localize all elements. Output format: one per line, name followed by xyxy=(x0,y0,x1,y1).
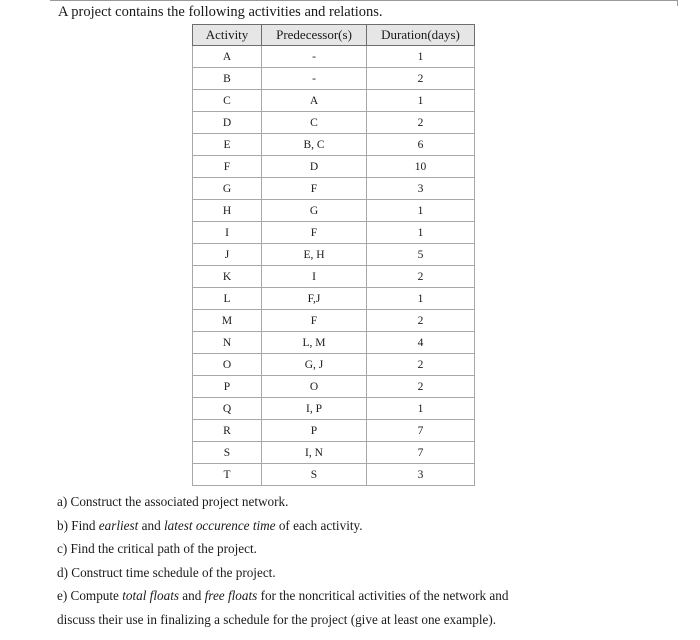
header-predecessors: Predecessor(s) xyxy=(262,25,367,46)
cell-predecessors: G xyxy=(262,200,367,222)
table-body xyxy=(193,46,475,486)
cell-duration: 6 xyxy=(367,134,475,156)
cell-activity: K xyxy=(193,266,262,288)
cell-predecessors: I, N xyxy=(262,442,367,464)
table-row xyxy=(193,112,475,134)
cell-predecessors: F xyxy=(262,222,367,244)
question-e-continued: discuss their use in finalizing a schedule for the project (give at least one example). xyxy=(57,611,497,627)
cell-activity: H xyxy=(193,200,262,222)
table-row xyxy=(193,68,475,90)
cell-predecessors: F xyxy=(262,310,367,332)
question-e-text: and xyxy=(179,588,205,603)
right-border-tick xyxy=(677,0,678,6)
cell-duration: 2 xyxy=(367,310,475,332)
cell-predecessors: F,J xyxy=(262,288,367,310)
table-row xyxy=(193,310,475,332)
table-row xyxy=(193,288,475,310)
cell-activity: D xyxy=(193,112,262,134)
table-row xyxy=(193,90,475,112)
cell-duration: 1 xyxy=(367,200,475,222)
cell-duration: 1 xyxy=(367,222,475,244)
question-e-text: for the noncritical activities of the network and xyxy=(257,588,509,603)
cell-activity: N xyxy=(193,332,262,354)
cell-duration: 10 xyxy=(367,156,475,178)
table-row xyxy=(193,134,475,156)
cell-duration: 7 xyxy=(367,442,475,464)
cell-predecessors: P xyxy=(262,420,367,442)
cell-duration: 1 xyxy=(367,288,475,310)
cell-activity: F xyxy=(193,156,262,178)
table-row xyxy=(193,398,475,420)
cell-predecessors: L, M xyxy=(262,332,367,354)
question-e xyxy=(57,584,677,608)
cell-predecessors: F xyxy=(262,178,367,200)
table-row xyxy=(193,332,475,354)
cell-activity: L xyxy=(193,288,262,310)
table-row xyxy=(193,376,475,398)
cell-duration: 1 xyxy=(367,398,475,420)
cell-duration: 7 xyxy=(367,420,475,442)
cell-predecessors: C xyxy=(262,112,367,134)
table-row xyxy=(193,178,475,200)
question-b-emphasis-earliest: earliest xyxy=(98,517,139,533)
cell-activity: M xyxy=(193,310,262,332)
question-e-text: e) Compute xyxy=(57,588,123,603)
table-row xyxy=(193,420,475,442)
cell-duration: 2 xyxy=(367,376,475,398)
question-e-emphasis-free-floats: free floats xyxy=(204,588,258,603)
cell-activity: E xyxy=(193,134,262,156)
cell-predecessors: - xyxy=(262,68,367,90)
cell-duration: 2 xyxy=(367,266,475,288)
question-b-emphasis-latest: latest occurence time xyxy=(163,517,276,533)
question-a: a) Construct the associated project network. xyxy=(57,494,289,509)
cell-activity: O xyxy=(193,354,262,376)
cell-duration: 2 xyxy=(367,112,475,134)
cell-predecessors: B, C xyxy=(262,134,367,156)
question-b-text: and xyxy=(138,517,164,533)
cell-predecessors: A xyxy=(262,90,367,112)
cell-activity: B xyxy=(193,68,262,90)
table-row xyxy=(193,354,475,376)
cell-activity: Q xyxy=(193,398,262,420)
question-d: d) Construct time schedule of the project. xyxy=(57,564,276,580)
cell-activity: S xyxy=(193,442,262,464)
cell-activity: J xyxy=(193,244,262,266)
table-row xyxy=(193,200,475,222)
table-row xyxy=(193,156,475,178)
cell-predecessors: S xyxy=(262,464,367,486)
cell-duration: 4 xyxy=(367,332,475,354)
cell-predecessors: - xyxy=(262,46,367,68)
cell-activity: G xyxy=(193,178,262,200)
cell-predecessors: I, P xyxy=(262,398,367,420)
cell-activity: R xyxy=(193,420,262,442)
activity-table xyxy=(192,24,475,486)
cell-activity: I xyxy=(193,222,262,244)
cell-duration: 3 xyxy=(367,464,475,486)
table-row xyxy=(193,222,475,244)
table-header-row xyxy=(193,25,475,46)
table-row xyxy=(193,46,475,68)
question-list xyxy=(57,490,677,631)
table-row xyxy=(193,442,475,464)
cell-activity: A xyxy=(193,46,262,68)
question-b-text: b) Find xyxy=(57,517,99,533)
question-b xyxy=(57,514,677,538)
cell-duration: 2 xyxy=(367,354,475,376)
cell-duration: 2 xyxy=(367,68,475,90)
cell-duration: 1 xyxy=(367,46,475,68)
table-row xyxy=(193,464,475,486)
question-e-emphasis-total-floats: total floats xyxy=(122,588,179,603)
cell-duration: 3 xyxy=(367,178,475,200)
cell-activity: T xyxy=(193,464,262,486)
table-row xyxy=(193,266,475,288)
question-b-text: of each activity. xyxy=(275,517,363,533)
question-c: c) Find the critical path of the project. xyxy=(57,541,257,556)
table-row xyxy=(193,244,475,266)
cell-duration: 1 xyxy=(367,90,475,112)
cell-predecessors: I xyxy=(262,266,367,288)
cell-activity: C xyxy=(193,90,262,112)
cell-duration: 5 xyxy=(367,244,475,266)
header-duration: Duration(days) xyxy=(367,25,475,46)
cell-predecessors: O xyxy=(262,376,367,398)
cell-predecessors: G, J xyxy=(262,354,367,376)
cell-predecessors: E, H xyxy=(262,244,367,266)
cell-activity: P xyxy=(193,376,262,398)
problem-intro: A project contains the following activities and relations. xyxy=(58,4,383,20)
header-activity: Activity xyxy=(193,25,262,46)
cell-predecessors: D xyxy=(262,156,367,178)
